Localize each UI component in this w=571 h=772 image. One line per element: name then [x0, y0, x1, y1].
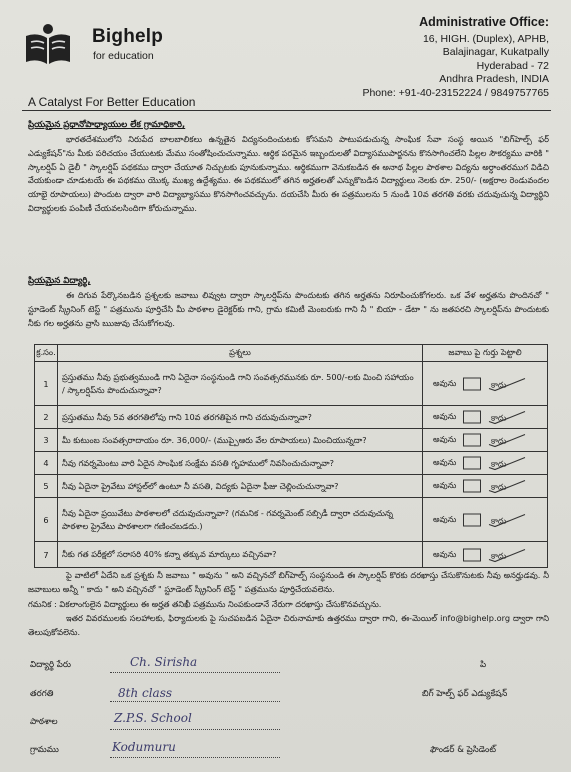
letter-body-text: భారతదేశములోని నిరుపేద బాలబాలికలు ఉన్నతైన విద్యనందించుటకు కోసమని పాటుపడుచున్న సాంఘిక సేవా సంస్థ అయిన "బిగ్‌హెల్ప్ ఫర్ ఎడ్యుకేషన్"ను మీకు పరిచయం చేయుటకు మేము సంతోషించుచున్నాము. ఆర్థిక పరమైన ఇబ్బందులతో విద్యాసముపార్జనను కొనసాగించలేని పిల్లల సౌకర్యము వారికి " స్కాలర్షిప్ ఏ డైలీ " స్కాలర్షిప్ పథకము ద్వారా చేయూత నిచ్చుటకు పూనుకున్నాము. ఆర్థికముగా వెనుకబడిన ఈ అనాథ పిల్లల పాఠశాల విద్యను అర్ధాంతరముగ విడిచి వేయకుండా చూడుటయే ఈ పథకము యొక్క ముఖ్య ఉద్దేశ్యము. ఈ పథకములో తగిన అర్హతలతో ఎన్నుకొబడిన విద్యార్థులు నెలకు రూ. 250/- (అక్షరాల రెండువందల యాభై రూపాయలు) పొందుట ద్వారా వారి విద్యాభ్యాసము కొనసాగించవచ్చును. దయచేసి మీరు ఈ పత్రములను 5 నుండి 10వ తరగతి వరకు చదువుచున్న విద్యార్థిని విద్యార్థులకు పంపిణీ చేయవలసిందిగా కోరుచున్నాము. — [28, 134, 549, 213]
svg-text:కాదు: కాదు — [491, 459, 507, 469]
row-number: 2 — [35, 406, 58, 429]
class-field[interactable] — [110, 701, 280, 702]
col-question-header: ప్రశ్నలు — [58, 345, 423, 362]
student-body-text: ఈ దిగువ పేర్కొనబడిన ప్రశ్నలకు జవాబు లివ్వుట ద్వారా స్కాలర్షిప్‌ను పొందుటకు తగిన అర్హతను నిరూపించుకోగలరు. ఒక వేళ అర్హతను పొందినచో " స్టూడెంట్ స్క్రీనింగ్ టెస్ట్ " పత్రమును పూర్తిచేసి మీ పాఠశాల డైరెక్టర్‌కు గాని, గ్రామ కమిటీ మెంబరుకు గాని నీ " బియా - డేటా " ను జతపరచి స్కాలర్షిప్‌ను పొందుటకు నీకు గల అర్హతను వ్రాసి ఋజువు చేసుకోగలవు. — [28, 290, 549, 328]
table-row — [35, 429, 548, 452]
no-tick-mark[interactable] — [487, 410, 527, 425]
row-number: 4 — [35, 452, 58, 475]
answer-cell — [423, 406, 548, 429]
svg-text:కాదు: కాదు — [491, 551, 507, 560]
answer-cell — [423, 362, 548, 406]
address-line: Balajinagar, Kukatpally — [442, 46, 549, 59]
tagline: A Catalyst For Better Education — [28, 95, 196, 109]
office-title: Administrative Office: — [419, 15, 549, 29]
question-text: మీ కుటుంబ సంవత్సరాదాయం రూ. 36,000/- (ముప్పైఆరు వేల రూపాయలు) మించియున్నదా? — [58, 429, 423, 452]
table-row — [35, 406, 548, 429]
brand-subtitle: for education — [93, 50, 154, 62]
phone-line: Phone: +91-40-23152224 / 9849757765 — [362, 86, 549, 99]
question-text: నీవు ఏదైనా ప్రైవేటు హాస్టల్‌లో ఉంటూ నీ వసతి, విద్యకు ఏదైనా ఫీజు చెల్లించుచున్నావా? — [58, 475, 423, 498]
table-header-row — [35, 345, 548, 362]
no-tick-mark[interactable] — [487, 512, 527, 527]
no-tick-mark[interactable] — [487, 456, 527, 471]
svg-text:కాదు: కాదు — [491, 380, 507, 389]
question-text: నీవు ఏదైనా ప్రయివేటు పాఠశాలలో చదువుచున్నావా? (గమనిక - గవర్నమెంట్ సబ్సిడీ ద్వారా చదువుచున్న పాఠశాల ప్రైవేటు పాఠశాలగా గణించబడదు.) — [58, 498, 423, 542]
table-row — [35, 542, 548, 568]
answer-checkbox[interactable] — [463, 434, 481, 447]
village-field[interactable] — [110, 757, 280, 758]
svg-text:కాదు: కాదు — [491, 516, 507, 525]
village-label: గ్రామము — [30, 745, 59, 755]
address-line: 16, HIGH. (Duplex), APHB, — [422, 32, 549, 45]
yes-option[interactable]: అవును — [433, 513, 457, 524]
disability-note: గమనిక : వికలాంగులైన విద్యార్థులు ఈ అర్హత తనిఖీ పత్రమును నింపకుండానే నేరుగా దరఖాస్తు చేసుకొనవచ్చును. — [28, 599, 382, 609]
answer-checkbox[interactable] — [463, 480, 481, 493]
answer-checkbox[interactable] — [463, 548, 481, 561]
no-tick-mark[interactable] — [487, 376, 527, 391]
yes-option[interactable]: అవును — [433, 457, 457, 467]
question-text: నీవు గవర్నమెంటు వారి ఏదైన సాంఘిక సంక్షేమ వసతి గృహములో నివసించుచున్నావా? — [58, 452, 423, 475]
no-tick-mark[interactable] — [487, 479, 527, 494]
table-row — [35, 498, 548, 542]
student-body — [28, 289, 549, 330]
table-row — [35, 475, 548, 498]
school-field[interactable] — [110, 729, 280, 730]
school-value: Z.P.S. School — [114, 711, 192, 725]
bighelp-logo-icon — [22, 22, 74, 70]
answer-cell — [423, 429, 548, 452]
contact-note-text: ఇతర వివరములకు సలహాలకు, ఫిర్యాదులకు పై సుచపబడిన ఏదైనా చిరునామాకు ఉత్తరము ద్వారా గాని, ఈ-మెయిల్ info@bighelp.org ద్వారా గాని తెలుపుకోవలెను. — [28, 613, 549, 637]
answer-cell — [423, 452, 548, 475]
eligibility-table — [34, 344, 548, 568]
svg-text:కాదు: కాదు — [491, 436, 507, 446]
signature-org: బిగ్ హెల్ప్ ఫర్ ఎడ్యుకేషన్ — [422, 689, 508, 699]
answer-checkbox[interactable] — [463, 513, 481, 526]
row-number: 5 — [35, 475, 58, 498]
no-tick-mark[interactable] — [487, 547, 527, 562]
class-value: 8th class — [118, 686, 173, 700]
answer-checkbox[interactable] — [463, 411, 481, 424]
contact-note — [28, 612, 549, 640]
student-name-field[interactable] — [110, 672, 280, 673]
office-address — [362, 16, 549, 101]
svg-text:కాదు: కాదు — [491, 413, 507, 423]
signature-title: ఫౌండర్ & ప్రెసిడెంట్ — [430, 745, 496, 755]
answer-checkbox[interactable] — [463, 377, 481, 390]
yes-option[interactable]: అవును — [433, 548, 457, 559]
yes-option[interactable]: అవును — [433, 377, 457, 388]
col-answer-header: జవాబు పై గుర్తు పెట్టాలి — [423, 345, 548, 362]
table-row — [35, 452, 548, 475]
letter-body — [28, 133, 549, 216]
instruction-note — [28, 569, 549, 597]
col-number-header: క్ర.సం. — [35, 345, 58, 362]
question-text: ప్రస్తుతము నీవు ప్రభుత్వముండి గాని ఏదైనా సంస్థనుండి గాని సంవత్సరమునకు రూ. 500/-లకు మించి సహాయం / స్కాలర్షిప్‌ను పొందుచున్నావా? — [58, 362, 423, 406]
instruction-note-text: పై వాటిలో ఏదేని ఒక ప్రశ్నకు నీ జవాబు " అవును " అని వచ్చినచో బిగ్‌హెల్ప్ సంస్థనుండి ఈ స్కాలర్షిప్ కొరకు దరఖాస్తు చేసుకొనుటకు నీవు అనర్హుడవు. నీ జవాబులు అన్నీ " కాదు " అని వచ్చినచో " స్టూడెంట్ స్క్రీనింగ్ టెస్ట్ " పత్రమును పూర్తిచేయవలెను. — [28, 570, 549, 594]
brand-name: Bighelp — [92, 26, 164, 47]
question-text: నీకు గత పరీక్షలో సరాసరి 40% కన్నా తక్కువ మార్కులు వచ్చినవా? — [58, 542, 423, 568]
greeting: ప్రియమైన ప్రధానోపాధ్యాయుల లేక గ్రామాధికారి, — [28, 120, 186, 130]
answer-cell — [423, 542, 548, 568]
row-number: 3 — [35, 429, 58, 452]
signature-mark: పి — [480, 660, 487, 670]
answer-cell — [423, 498, 548, 542]
village-value: Kodumuru — [112, 740, 176, 754]
student-greeting: ప్రియమైన విద్యార్థి, — [28, 276, 91, 286]
header-divider — [22, 110, 551, 111]
student-name-label: విద్యార్థి పేరు — [30, 660, 71, 670]
row-number: 1 — [35, 362, 58, 406]
student-name-value: Ch. Sirisha — [130, 655, 198, 669]
svg-text:కాదు: కాదు — [491, 482, 507, 492]
row-number: 7 — [35, 542, 58, 568]
table-row — [35, 362, 548, 406]
yes-option[interactable]: అవును — [433, 411, 457, 421]
question-text: ప్రస్తుతము నీవు 5వ తరగతిలోపు గాని 10వ తరగతిపైన గాని చదువుచున్నావా? — [58, 406, 423, 429]
answer-checkbox[interactable] — [463, 457, 481, 470]
no-tick-mark[interactable] — [487, 433, 527, 448]
yes-option[interactable]: అవును — [433, 480, 457, 490]
class-label: తరగతి — [30, 689, 54, 699]
school-label: పాఠశాల — [30, 717, 58, 727]
address-line: Hyderabad - 72 — [476, 59, 549, 72]
yes-option[interactable]: అవును — [433, 434, 457, 444]
address-line: Andhra Pradesh, INDIA — [439, 73, 549, 86]
answer-cell — [423, 475, 548, 498]
row-number: 6 — [35, 498, 58, 542]
